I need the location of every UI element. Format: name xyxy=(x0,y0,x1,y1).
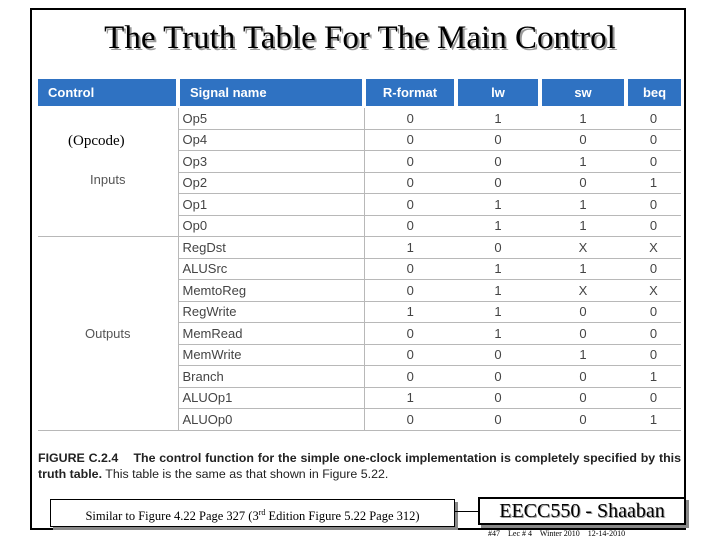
signal-name-cell: Op1 xyxy=(178,194,364,216)
value-cell: 0 xyxy=(540,323,626,345)
signal-name-cell: RegWrite xyxy=(178,301,364,323)
value-cell: 0 xyxy=(456,387,540,409)
value-cell: 0 xyxy=(364,409,456,431)
value-cell: 0 xyxy=(540,172,626,194)
signal-name-cell: Op0 xyxy=(178,215,364,237)
signal-name-cell: MemWrite xyxy=(178,344,364,366)
caption-figure-number: FIGURE C.2.4 xyxy=(38,451,119,465)
value-cell: 0 xyxy=(364,172,456,194)
footnote-after: Edition Figure 5.22 Page 312) xyxy=(265,509,420,524)
header-r-format: R-format xyxy=(364,79,456,107)
signal-name-cell: ALUOp0 xyxy=(178,409,364,431)
value-cell: 0 xyxy=(364,323,456,345)
value-cell: 1 xyxy=(540,215,626,237)
meta-slide-number: #47 xyxy=(488,529,500,538)
signal-name-cell: RegDst xyxy=(178,237,364,259)
value-cell: 0 xyxy=(456,409,540,431)
value-cell: 0 xyxy=(364,280,456,302)
value-cell: X xyxy=(626,237,681,259)
value-cell: 0 xyxy=(364,215,456,237)
value-cell: 0 xyxy=(626,215,681,237)
value-cell: 1 xyxy=(364,301,456,323)
value-cell: 1 xyxy=(456,301,540,323)
value-cell: 0 xyxy=(626,194,681,216)
value-cell: 1 xyxy=(456,215,540,237)
signal-name-cell: Op2 xyxy=(178,172,364,194)
value-cell: 1 xyxy=(456,323,540,345)
slide-title: The Truth Table For The Main Control xyxy=(104,20,616,56)
connector-line xyxy=(455,511,478,512)
header-lw: lw xyxy=(456,79,540,107)
value-cell: 0 xyxy=(364,107,456,129)
value-cell: 0 xyxy=(626,387,681,409)
course-brand: EECC550 - Shaaban xyxy=(478,497,686,525)
value-cell: 1 xyxy=(540,107,626,129)
truth-table-body xyxy=(38,107,681,430)
value-cell: 1 xyxy=(364,387,456,409)
value-cell: 1 xyxy=(626,172,681,194)
value-cell: 1 xyxy=(456,194,540,216)
value-cell: 0 xyxy=(540,366,626,388)
slide-meta xyxy=(488,529,698,538)
signal-name-cell: ALUSrc xyxy=(178,258,364,280)
source-footnote xyxy=(50,499,455,527)
table-row xyxy=(38,237,681,259)
value-cell: 1 xyxy=(456,280,540,302)
meta-date: 12-14-2010 xyxy=(587,529,626,538)
figure-caption xyxy=(38,450,681,482)
table-header-row xyxy=(38,79,681,107)
value-cell: 1 xyxy=(540,344,626,366)
header-sw: sw xyxy=(540,79,626,107)
value-cell: 1 xyxy=(364,237,456,259)
value-cell: 0 xyxy=(364,366,456,388)
value-cell: 1 xyxy=(540,194,626,216)
value-cell: 0 xyxy=(456,151,540,173)
group-label-outputs: Outputs xyxy=(38,237,178,431)
header-control: Control xyxy=(38,79,178,107)
value-cell: 1 xyxy=(540,151,626,173)
value-cell: 0 xyxy=(456,366,540,388)
value-cell: 0 xyxy=(540,409,626,431)
value-cell: 0 xyxy=(364,344,456,366)
signal-name-cell: MemRead xyxy=(178,323,364,345)
caption-bold-text: The control function for the simple one-clock implementation is completely specified by this truth table. xyxy=(38,451,681,481)
value-cell: 0 xyxy=(626,301,681,323)
value-cell: 0 xyxy=(626,151,681,173)
meta-term: Winter 2010 xyxy=(539,529,580,538)
value-cell: X xyxy=(626,280,681,302)
value-cell: 0 xyxy=(456,344,540,366)
value-cell: 0 xyxy=(626,129,681,151)
signal-name-cell: MemtoReg xyxy=(178,280,364,302)
truth-table xyxy=(38,79,681,431)
value-cell: X xyxy=(540,237,626,259)
value-cell: 1 xyxy=(540,258,626,280)
opcode-label: (Opcode) xyxy=(68,133,125,149)
value-cell: 0 xyxy=(540,387,626,409)
signal-name-cell: Op4 xyxy=(178,129,364,151)
header-signal-name: Signal name xyxy=(178,79,364,107)
signal-name-cell: Branch xyxy=(178,366,364,388)
signal-name-cell: ALUOp1 xyxy=(178,387,364,409)
value-cell: 1 xyxy=(456,258,540,280)
footnote-before: Similar to Figure 4.22 Page 327 (3 xyxy=(85,509,259,524)
footnote-sup: rd xyxy=(258,508,266,517)
table-row xyxy=(38,107,681,129)
value-cell: 0 xyxy=(626,344,681,366)
value-cell: 0 xyxy=(456,172,540,194)
header-beq: beq xyxy=(626,79,681,107)
caption-text: This table is the same as that shown in Figure 5.22. xyxy=(105,467,389,481)
value-cell: 0 xyxy=(626,323,681,345)
value-cell: 0 xyxy=(626,107,681,129)
value-cell: 0 xyxy=(364,258,456,280)
value-cell: 1 xyxy=(456,107,540,129)
value-cell: 0 xyxy=(456,237,540,259)
value-cell: 1 xyxy=(626,409,681,431)
value-cell: 0 xyxy=(456,129,540,151)
value-cell: 0 xyxy=(626,258,681,280)
value-cell: 0 xyxy=(540,301,626,323)
value-cell: 0 xyxy=(364,129,456,151)
signal-name-cell: Op3 xyxy=(178,151,364,173)
value-cell: 1 xyxy=(626,366,681,388)
meta-lecture: Lec # 4 xyxy=(508,529,532,538)
signal-name-cell: Op5 xyxy=(178,107,364,129)
value-cell: 0 xyxy=(540,129,626,151)
group-label-inputs: Inputs xyxy=(38,107,178,237)
value-cell: 0 xyxy=(364,194,456,216)
value-cell: 0 xyxy=(364,151,456,173)
value-cell: X xyxy=(540,280,626,302)
